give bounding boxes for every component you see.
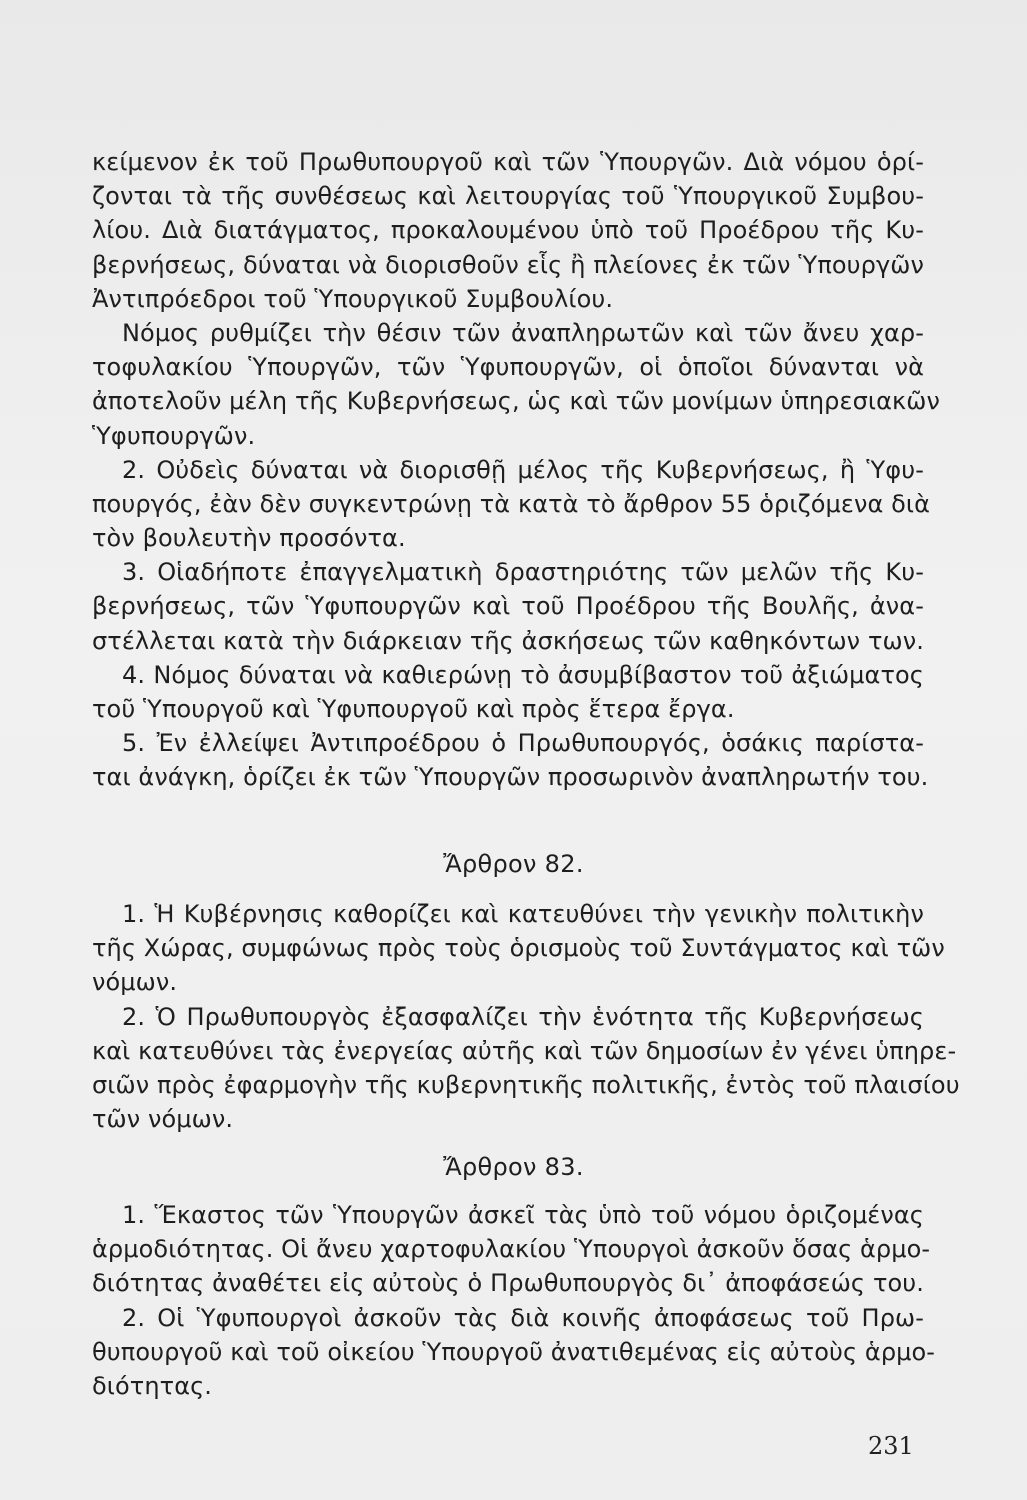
text-line: 1. Ἕκαστος τῶν Ὑπουργῶν ἀσκεῖ τὰς ὑπὸ τοῦ νόμου ὁριζομένας — [122, 1201, 924, 1229]
article-83-heading: Ἄρθρον 83. — [443, 1153, 584, 1181]
text-line: τῶν νόμων. — [92, 1105, 234, 1134]
text-line: 5. Ἐν ἐλλείψει Ἀντιπροέδρου ὁ Πρωθυπουργός, ὁσάκις παρίστα- — [122, 729, 924, 758]
text-line: 4. Νόμος δύναται νὰ καθιερώνῃ τὸ ἀσυμβίβαστον τοῦ ἀξιώματος — [122, 660, 924, 689]
text-line: 3. Οἱαδήποτε ἐπαγγελματικὴ δραστηριότης τῶν μελῶν τῆς Κυ- — [122, 558, 924, 587]
article-82-text — [92, 897, 960, 1136]
text-line: βερνήσεως, τῶν Ὑφυπουργῶν καὶ τοῦ Προέδρου τῆς Βουλῆς, ἀνα- — [92, 592, 924, 621]
text-line: κείμενον ἐκ τοῦ Πρωθυπουργοῦ καὶ τῶν Ὑπουργῶν. Διὰ νόμου ὁρί- — [92, 148, 924, 176]
text-line: ἁρμοδιότητας. Οἱ ἄνευ χαρτοφυλακίου Ὑπουργοὶ ἀσκοῦν ὅσας ἁρμο- — [92, 1235, 931, 1264]
text-line: 1. Ἡ Κυβέρνησις καθορίζει καὶ κατευθύνει τὴν γενικὴν πολιτικὴν — [122, 900, 924, 928]
text-line: νόμων. — [92, 968, 178, 997]
text-line: 2. Οὐδεὶς δύναται νὰ διορισθῇ μέλος τῆς Κυβερνήσεως, ἢ Ὑφυ- — [122, 455, 924, 484]
text-line: ἀποτελοῦν μέλη τῆς Κυβερνήσεως, ὡς καὶ τῶν μονίμων ὑπηρεσιακῶν — [92, 387, 940, 416]
text-line: καὶ κατευθύνει τὰς ἐνεργείας αὐτῆς καὶ τῶν δημοσίων ἐν γένει ὑπηρε- — [92, 1036, 957, 1065]
text-line: θυπουργοῦ καὶ τοῦ οἰκείου Ὑπουργοῦ ἀνατιθεμένας εἰς αὐτοὺς ἁρμο- — [92, 1337, 936, 1366]
text-line: τοφυλακίου Ὑπουργῶν, τῶν Ὑφυπουργῶν, οἱ ὁποῖοι δύνανται νὰ — [92, 353, 924, 382]
text-line: ζονται τὰ τῆς συνθέσεως καὶ λειτουργίας τοῦ Ὑπουργικοῦ Συμβου- — [92, 182, 924, 211]
page-number: 231 — [868, 1432, 914, 1460]
text-line: διότητας ἀναθέτει εἰς αὐτοὺς ὁ Πρωθυπουργὸς δι᾽ ἀποφάσεώς του. — [92, 1269, 924, 1298]
text-line: ται ἀνάγκη, ὁρίζει ἐκ τῶν Ὑπουργῶν προσωρινὸν ἀναπληρωτήν του. — [92, 763, 929, 792]
continued-article-text — [92, 145, 940, 795]
article-83-text — [92, 1198, 936, 1403]
text-line: σιῶν πρὸς ἐφαρμογὴν τῆς κυβερνητικῆς πολιτικῆς, ἐντὸς τοῦ πλαισίου — [92, 1070, 960, 1099]
text-line: 2. Οἱ Ὑφυπουργοὶ ἀσκοῦν τὰς διὰ κοινῆς ἀποφάσεως τοῦ Πρω- — [122, 1303, 924, 1332]
text-line: τῆς Χώρας, συμφώνως πρὸς τοὺς ὁρισμοὺς τοῦ Συντάγματος καὶ τῶν — [92, 934, 945, 963]
text-line: Ὑφυπουργῶν. — [92, 421, 256, 450]
text-line: τοῦ Ὑπουργοῦ καὶ Ὑφυπουργοῦ καὶ πρὸς ἕτερα ἔργα. — [92, 695, 735, 723]
article-82-heading: Ἄρθρον 82. — [443, 850, 584, 878]
text-line: 2. Ὁ Πρωθυπουργὸς ἐξασφαλίζει τὴν ἑνότητα τῆς Κυβερνήσεως — [122, 1002, 924, 1031]
text-line: Νόμος ρυθμίζει τὴν θέσιν τῶν ἀναπληρωτῶν καὶ τῶν ἄνευ χαρ- — [122, 318, 924, 347]
text-line: πουργός, ἐὰν δὲν συγκεντρώνῃ τὰ κατὰ τὸ ἄρθρον 55 ὁριζόμενα διὰ — [92, 489, 931, 518]
text-line: Ἀντιπρόεδροι τοῦ Ὑπουργικοῦ Συμβουλίου. — [92, 284, 614, 313]
text-line: διότητας. — [92, 1371, 213, 1400]
text-line: βερνήσεως, δύναται νὰ διορισθοῦν εἷς ἢ πλείονες ἐκ τῶν Ὑπουργῶν — [92, 250, 924, 279]
text-line: λίου. Διὰ διατάγματος, προκαλουμένου ὑπὸ τοῦ Προέδρου τῆς Κυ- — [92, 216, 924, 245]
text-line: στέλλεται κατὰ τὴν διάρκειαν τῆς ἀσκήσεως τῶν καθηκόντων των. — [92, 626, 924, 655]
text-line: τὸν βουλευτὴν προσόντα. — [92, 524, 406, 553]
